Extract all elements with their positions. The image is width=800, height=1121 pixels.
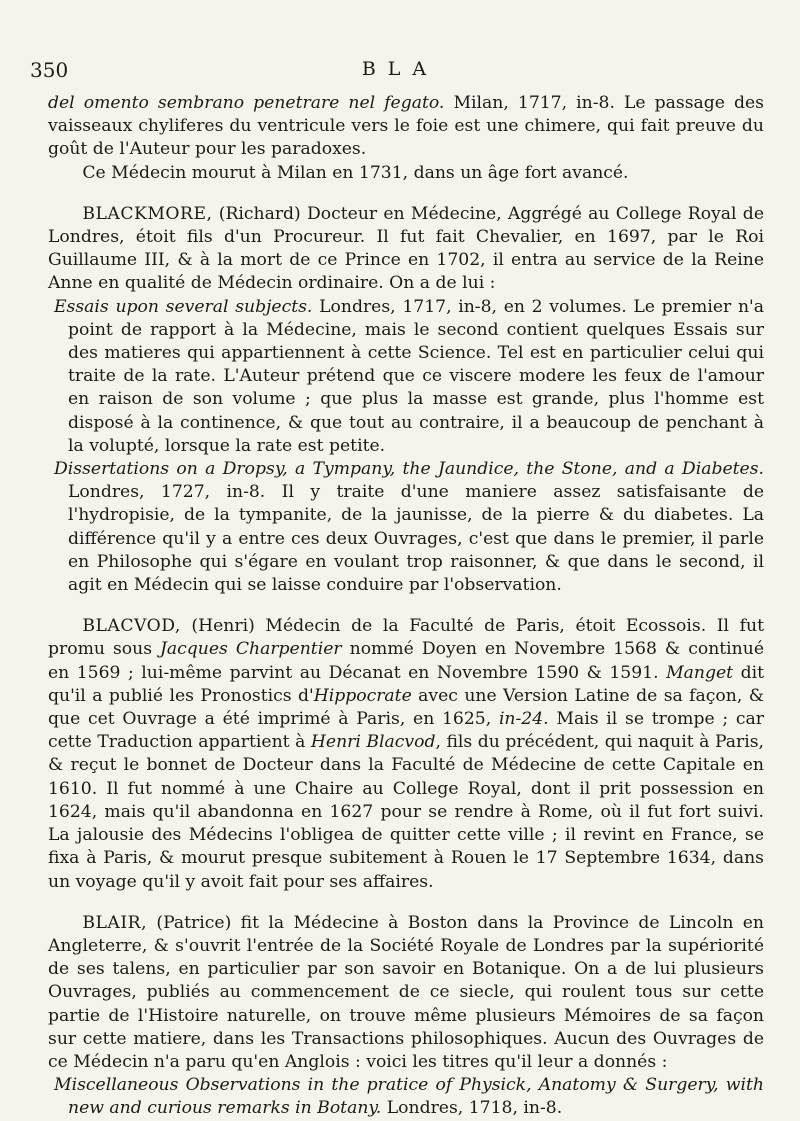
work-text: Londres, 1717, in-8, en 2 volumes. Le premier n'a point de rapport à la Médecine, mais le second contient quelques Essais sur des matieres qui appartiennent à cette Science. Tel est en particulier celui qui traite de la rate. L'Auteur prétend que ce viscere modere les feux de l'amour en raison de son volume ; que plus la masse est grande, plus l'homme est disposé à la continence, & que tout au contraire, il a beaucoup de penchant à la volupté, lorsque la rate est petite. (68, 296, 764, 456)
intro-text: Milan, 1717, in-8. Le passage des vaisseaux chyliferes du ventricule vers le foie est une chimere, qui fait preuve du goût de l'Auteur pour les paradoxes. (48, 93, 764, 160)
person-name: Hippocrate (313, 685, 412, 706)
work-title: Miscellaneous Observations in the pratice of Physick, Anatomy & Surgery, with new and curious remarks in Botany. (54, 1075, 764, 1119)
entry-name: BLACKMORE, (82, 203, 213, 224)
entry-name: BLAIR, (82, 912, 148, 933)
entry-blackmore (48, 203, 764, 597)
entry-blair (48, 912, 764, 1121)
work-title: Dissertations on a Dropsy, a Tympany, the Jaundice, the Stone, and a Diabetes. (54, 459, 764, 480)
page-body (48, 92, 764, 1121)
page-header (0, 58, 800, 88)
work-text: Londres, 1718, in-8. (381, 1098, 563, 1119)
work-item (48, 458, 764, 597)
entry-text: (Richard) Docteur en Médecine, Aggrégé au College Royal de Londres, étoit fils d'un Procureur. Il fut fait Chevalier, en 1697, par le Roi Guillaume III, & à la mort de ce Prince en 1702, il entra au service de la Reine Anne en qualité de Médecin ordinaire. On a de lui : (48, 203, 764, 294)
work-item (48, 1074, 764, 1120)
work-title: Essais upon several subjects. (54, 296, 313, 317)
entry-text: (Patrice) fit la Médecine à Boston dans la Province de Lincoln en Angleterre, & s'ouvrit l'entrée de la Société Royale de Londres par la supériorité de ses talens, en particulier par son savoir en Botanique. On a de lui plusieurs Ouvrages, publiés au commencement de ce siecle, qui roulent tous sur cette partie de l'Histoire naturelle, on trouve même plusieurs Mémoires de sa façon sur cette matiere, dans les Transactions philosophiques. Aucun des Ouvrages de ce Médecin n'a paru qu'en Anglois : voici les titres qu'il leur a donnés : (48, 912, 764, 1072)
running-head: BLA (361, 58, 439, 80)
entry-name: BLACVOD, (82, 616, 181, 637)
person-name: Manget (666, 662, 734, 683)
person-name: Henri Blacvod (310, 732, 436, 753)
intro-paragraph (48, 92, 764, 162)
work-text: Londres, 1727, in-8. Il y traite d'une maniere assez satisfaisante de l'hydropisie, de la tympanite, de la jaunisse, de la pierre & du diabetes. La différence qu'il y a entre ces deux Ouvrages, c'est que dans le premier, il parle en Philosophe qui s'égare en voulant trop raisonner, & que dans le second, il agit en Médecin qui se laisse conduire par l'observation. (68, 482, 764, 596)
intro-work-title: del omento sembrano penetrare nel fegato. (48, 93, 445, 113)
person-name: Jacques Charpentier (160, 639, 342, 660)
work-item (48, 296, 764, 458)
intro-death: Ce Médecin mourut à Milan en 1731, dans un âge fort avancé. (82, 162, 629, 183)
entry-blacvod: BLACVOD, (Henri) Médecin de la Faculté de Paris, étoit Ecossois. Il fut promu sous Jacques Charpentier nommé Doyen en Novembre 1568 & continué en 1569 ; lui-même parvint au Décanat en Novembre 1590 & 1591. Manget dit qu'il a publié les Pronostics d'Hippocrate avec une Version Latine de sa façon, & que cet Ouvrage a été imprimé à Paris, en 1625, in-24. Mais il se trompe ; car cette Traduction appartient à Henri Blacvod, fils du précédent, qui naquit à Paris, & reçut le bonnet de Docteur dans la Faculté de Médecine de cette Capitale en 1610. Il fut nommé à une Chaire au College Royal, dont il prit possession en 1624, mais qu'il abandonna en 1627 pour se rendre à Rome, où il fut fort suivi. La jalousie des Médecins l'obligea de quitter cette ville ; il revint en France, se fixa à Paris, & mourut presque subitement à Rouen le 17 Septembre 1634, dans un voyage qu'il y avoit fait pour ses affaires. (48, 616, 764, 892)
page-number: 350 (30, 58, 69, 82)
